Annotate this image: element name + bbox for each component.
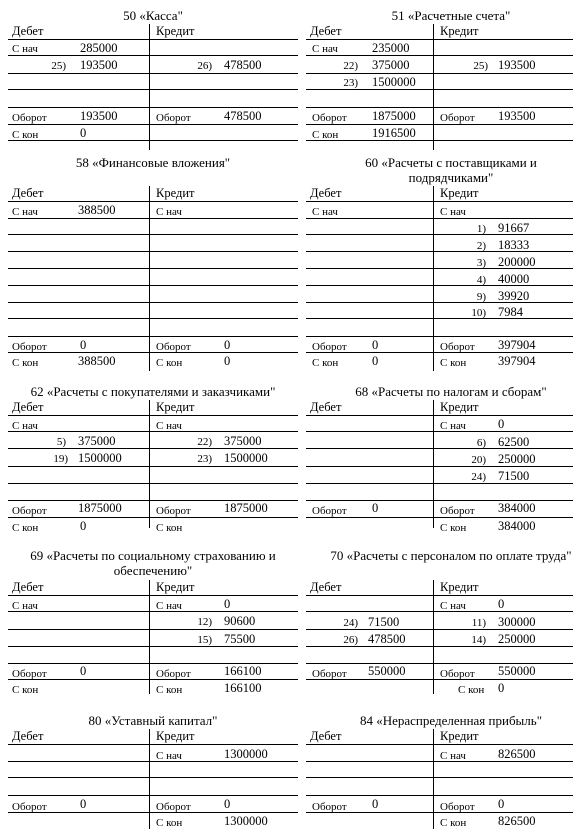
entry-ref: 3) — [476, 257, 486, 269]
debit-header: Дебет — [12, 400, 44, 414]
debit-start-value: 235000 — [372, 41, 410, 55]
end-label: С кон — [440, 522, 467, 534]
start-label: С нач — [12, 206, 38, 218]
turnover-label: Оборот — [440, 341, 475, 353]
end-label: С кон — [12, 522, 39, 534]
debit-entry-value: 375000 — [78, 434, 116, 448]
credit-start-value: 0 — [224, 597, 231, 611]
turnover-credit-value: 1875000 — [224, 501, 268, 515]
turnover-debit-value: 0 — [80, 797, 87, 811]
end-label: С кон — [12, 357, 39, 369]
credit-start-value: 826500 — [498, 747, 536, 761]
credit-start-label: С нач — [156, 750, 182, 762]
credit-header: Кредит — [156, 729, 195, 743]
credit-entry-value: 62500 — [498, 435, 530, 449]
debit-header: Дебет — [310, 400, 342, 414]
debit-entry-value: 1500000 — [78, 451, 122, 465]
entry-ref: 1) — [476, 223, 486, 235]
start-label: С нач — [12, 43, 38, 55]
credit-end-value: 397904 — [498, 354, 536, 368]
credit-header: Кредит — [440, 24, 479, 38]
credit-entry-value: 200000 — [498, 255, 536, 269]
credit-start-value: 1300000 — [224, 747, 268, 761]
credit-header: Кредит — [440, 729, 479, 743]
turnover-debit-value: 1875000 — [372, 109, 416, 123]
turnover-label: Оборот — [312, 801, 347, 813]
debit-end-value: 388500 — [78, 354, 116, 368]
turnover-credit-value: 0 — [498, 797, 505, 811]
debit-entry-value: 71500 — [368, 615, 400, 629]
turnover-label: Оборот — [440, 112, 475, 124]
turnover-label: Оборот — [156, 341, 191, 353]
credit-start-label: С нач — [156, 600, 182, 612]
credit-entry-value: 478500 — [224, 58, 262, 72]
credit-header: Кредит — [156, 400, 195, 414]
debit-start-value: 285000 — [80, 41, 118, 55]
turnover-label: Оборот — [12, 801, 47, 813]
credit-start-label: С нач — [440, 750, 466, 762]
credit-entry-value: 90600 — [224, 614, 256, 628]
turnover-label: Оборот — [440, 668, 475, 680]
turnover-credit-value: 193500 — [498, 109, 536, 123]
turnover-debit-value: 0 — [80, 338, 87, 352]
end-label: С кон — [12, 684, 39, 696]
entry-ref: 11) — [471, 617, 486, 629]
turnover-label: Оборот — [12, 668, 47, 680]
account-title: 51 «Расчетные счета" — [391, 8, 511, 23]
entry-ref: 20) — [471, 454, 486, 466]
entry-ref: 23) — [343, 77, 358, 89]
end-label: С кон — [312, 129, 339, 141]
account-title: 62 «Расчеты с покупателями и заказчиками" — [30, 384, 276, 399]
turnover-debit-value: 1875000 — [78, 501, 122, 515]
end-label: С кон — [156, 357, 183, 369]
entry-ref: 12) — [197, 616, 212, 628]
end-label: С кон — [440, 817, 467, 829]
debit-entry-value: 193500 — [80, 58, 118, 72]
account-title: 50 «Касса" — [123, 8, 183, 23]
entry-ref: 25) — [51, 60, 66, 72]
entry-ref: 10) — [471, 307, 486, 319]
credit-end-value: 0 — [224, 354, 231, 368]
end-label: С кон — [156, 817, 183, 829]
end-label: С кон — [440, 357, 467, 369]
credit-start-label: С нач — [156, 206, 182, 218]
credit-entry-value: 250000 — [498, 632, 536, 646]
turnover-credit-value: 0 — [224, 338, 231, 352]
entry-ref: 24) — [343, 617, 358, 629]
debit-header: Дебет — [12, 186, 44, 200]
turnover-label: Оборот — [156, 505, 191, 517]
end-label: С кон — [458, 684, 485, 696]
end-label: С кон — [156, 522, 183, 534]
debit-entry-value: 478500 — [368, 632, 406, 646]
entry-ref: 6) — [476, 437, 486, 449]
credit-end-value: 0 — [498, 681, 505, 695]
entry-ref: 5) — [56, 436, 66, 448]
debit-start-value: 388500 — [78, 203, 116, 217]
credit-end-value: 826500 — [498, 814, 536, 828]
credit-end-value: 384000 — [498, 519, 536, 533]
turnover-label: Оборот — [156, 112, 191, 124]
turnover-credit-value: 478500 — [224, 109, 262, 123]
entry-ref: 22) — [343, 60, 358, 72]
turnover-label: Оборот — [312, 341, 347, 353]
start-label: С нач — [12, 600, 38, 612]
entry-ref: 14) — [471, 634, 486, 646]
credit-entry-value: 91667 — [498, 221, 530, 235]
entry-ref: 26) — [197, 60, 212, 72]
turnover-label: Оборот — [312, 668, 347, 680]
credit-entry-value: 300000 — [498, 615, 536, 629]
debit-end-value: 0 — [80, 126, 87, 140]
turnover-label: Оборот — [312, 112, 347, 124]
credit-entry-value: 193500 — [498, 58, 536, 72]
credit-header: Кредит — [156, 24, 195, 38]
turnover-debit-value: 0 — [372, 501, 379, 515]
entry-ref: 22) — [197, 436, 212, 448]
turnover-label: Оборот — [440, 505, 475, 517]
credit-start-value: 0 — [498, 417, 505, 431]
entry-ref: 24) — [471, 471, 486, 483]
turnover-credit-value: 550000 — [498, 664, 536, 678]
end-label: С кон — [12, 129, 39, 141]
credit-entry-value: 18333 — [498, 238, 530, 252]
entry-ref: 2) — [476, 240, 486, 252]
credit-entry-value: 1500000 — [224, 451, 268, 465]
entry-ref: 19) — [53, 453, 68, 465]
turnover-debit-value: 0 — [372, 797, 379, 811]
account-title: 69 «Расчеты по социальному страхованию и обеспечению" — [30, 548, 276, 578]
credit-start-label: С нач — [440, 206, 466, 218]
start-label: С нач — [312, 206, 338, 218]
turnover-label: Оборот — [440, 801, 475, 813]
turnover-credit-value: 0 — [224, 797, 231, 811]
credit-end-value: 166100 — [224, 681, 262, 695]
credit-entry-value: 250000 — [498, 452, 536, 466]
credit-start-label: С нач — [156, 420, 182, 432]
credit-header: Кредит — [440, 400, 479, 414]
end-label: С кон — [156, 684, 183, 696]
turnover-label: Оборот — [12, 505, 47, 517]
debit-header: Дебет — [12, 580, 44, 594]
credit-header: Кредит — [440, 186, 479, 200]
credit-entry-value: 39920 — [498, 289, 530, 303]
debit-end-value: 0 — [372, 354, 379, 368]
credit-header: Кредит — [440, 580, 479, 594]
entry-ref: 23) — [197, 453, 212, 465]
account-title: 68 «Расчеты по налогам и сборам" — [355, 384, 547, 399]
turnover-debit-value: 550000 — [368, 664, 406, 678]
turnover-credit-value: 384000 — [498, 501, 536, 515]
turnover-credit-value: 397904 — [498, 338, 536, 352]
credit-end-value: 1300000 — [224, 814, 268, 828]
debit-entry-value: 375000 — [372, 58, 410, 72]
debit-end-value: 1916500 — [372, 126, 416, 140]
turnover-debit-value: 193500 — [80, 109, 118, 123]
turnover-label: Оборот — [312, 505, 347, 517]
turnover-label: Оборот — [156, 668, 191, 680]
turnover-debit-value: 0 — [372, 338, 379, 352]
entry-ref: 15) — [197, 634, 212, 646]
credit-header: Кредит — [156, 186, 195, 200]
turnover-label: Оборот — [12, 112, 47, 124]
credit-header: Кредит — [156, 580, 195, 594]
credit-entry-value: 7984 — [498, 305, 523, 319]
debit-header: Дебет — [310, 729, 342, 743]
debit-header: Дебет — [310, 580, 342, 594]
debit-end-value: 0 — [80, 519, 87, 533]
debit-header: Дебет — [12, 24, 44, 38]
turnover-label: Оборот — [12, 341, 47, 353]
turnover-debit-value: 0 — [80, 664, 87, 678]
debit-header: Дебет — [12, 729, 44, 743]
account-title: 70 «Расчеты с персоналом по оплате труда" — [330, 548, 572, 563]
debit-entry-value: 1500000 — [372, 75, 416, 89]
entry-ref: 4) — [476, 274, 486, 286]
account-title: 58 «Финансовые вложения" — [75, 155, 231, 170]
start-label: С нач — [12, 420, 38, 432]
credit-entry-value: 71500 — [498, 469, 530, 483]
turnover-credit-value: 166100 — [224, 664, 262, 678]
debit-header: Дебет — [310, 24, 342, 38]
credit-entry-value: 40000 — [498, 272, 530, 286]
turnover-label: Оборот — [156, 801, 191, 813]
account-title: 80 «Уставный капитал" — [88, 713, 218, 728]
account-title: 60 «Расчеты с поставщиками и подрядчиками" — [365, 155, 537, 185]
end-label: С кон — [312, 357, 339, 369]
debit-header: Дебет — [310, 186, 342, 200]
credit-start-label: С нач — [440, 420, 466, 432]
credit-entry-value: 75500 — [224, 632, 256, 646]
start-label: С нач — [312, 43, 338, 55]
entry-ref: 25) — [473, 60, 488, 72]
account-title: 84 «Нераспределенная прибыль" — [359, 713, 543, 728]
credit-start-value: 0 — [498, 597, 505, 611]
credit-entry-value: 375000 — [224, 434, 262, 448]
credit-start-label: С нач — [440, 600, 466, 612]
entry-ref: 26) — [343, 634, 358, 646]
entry-ref: 9) — [476, 291, 486, 303]
